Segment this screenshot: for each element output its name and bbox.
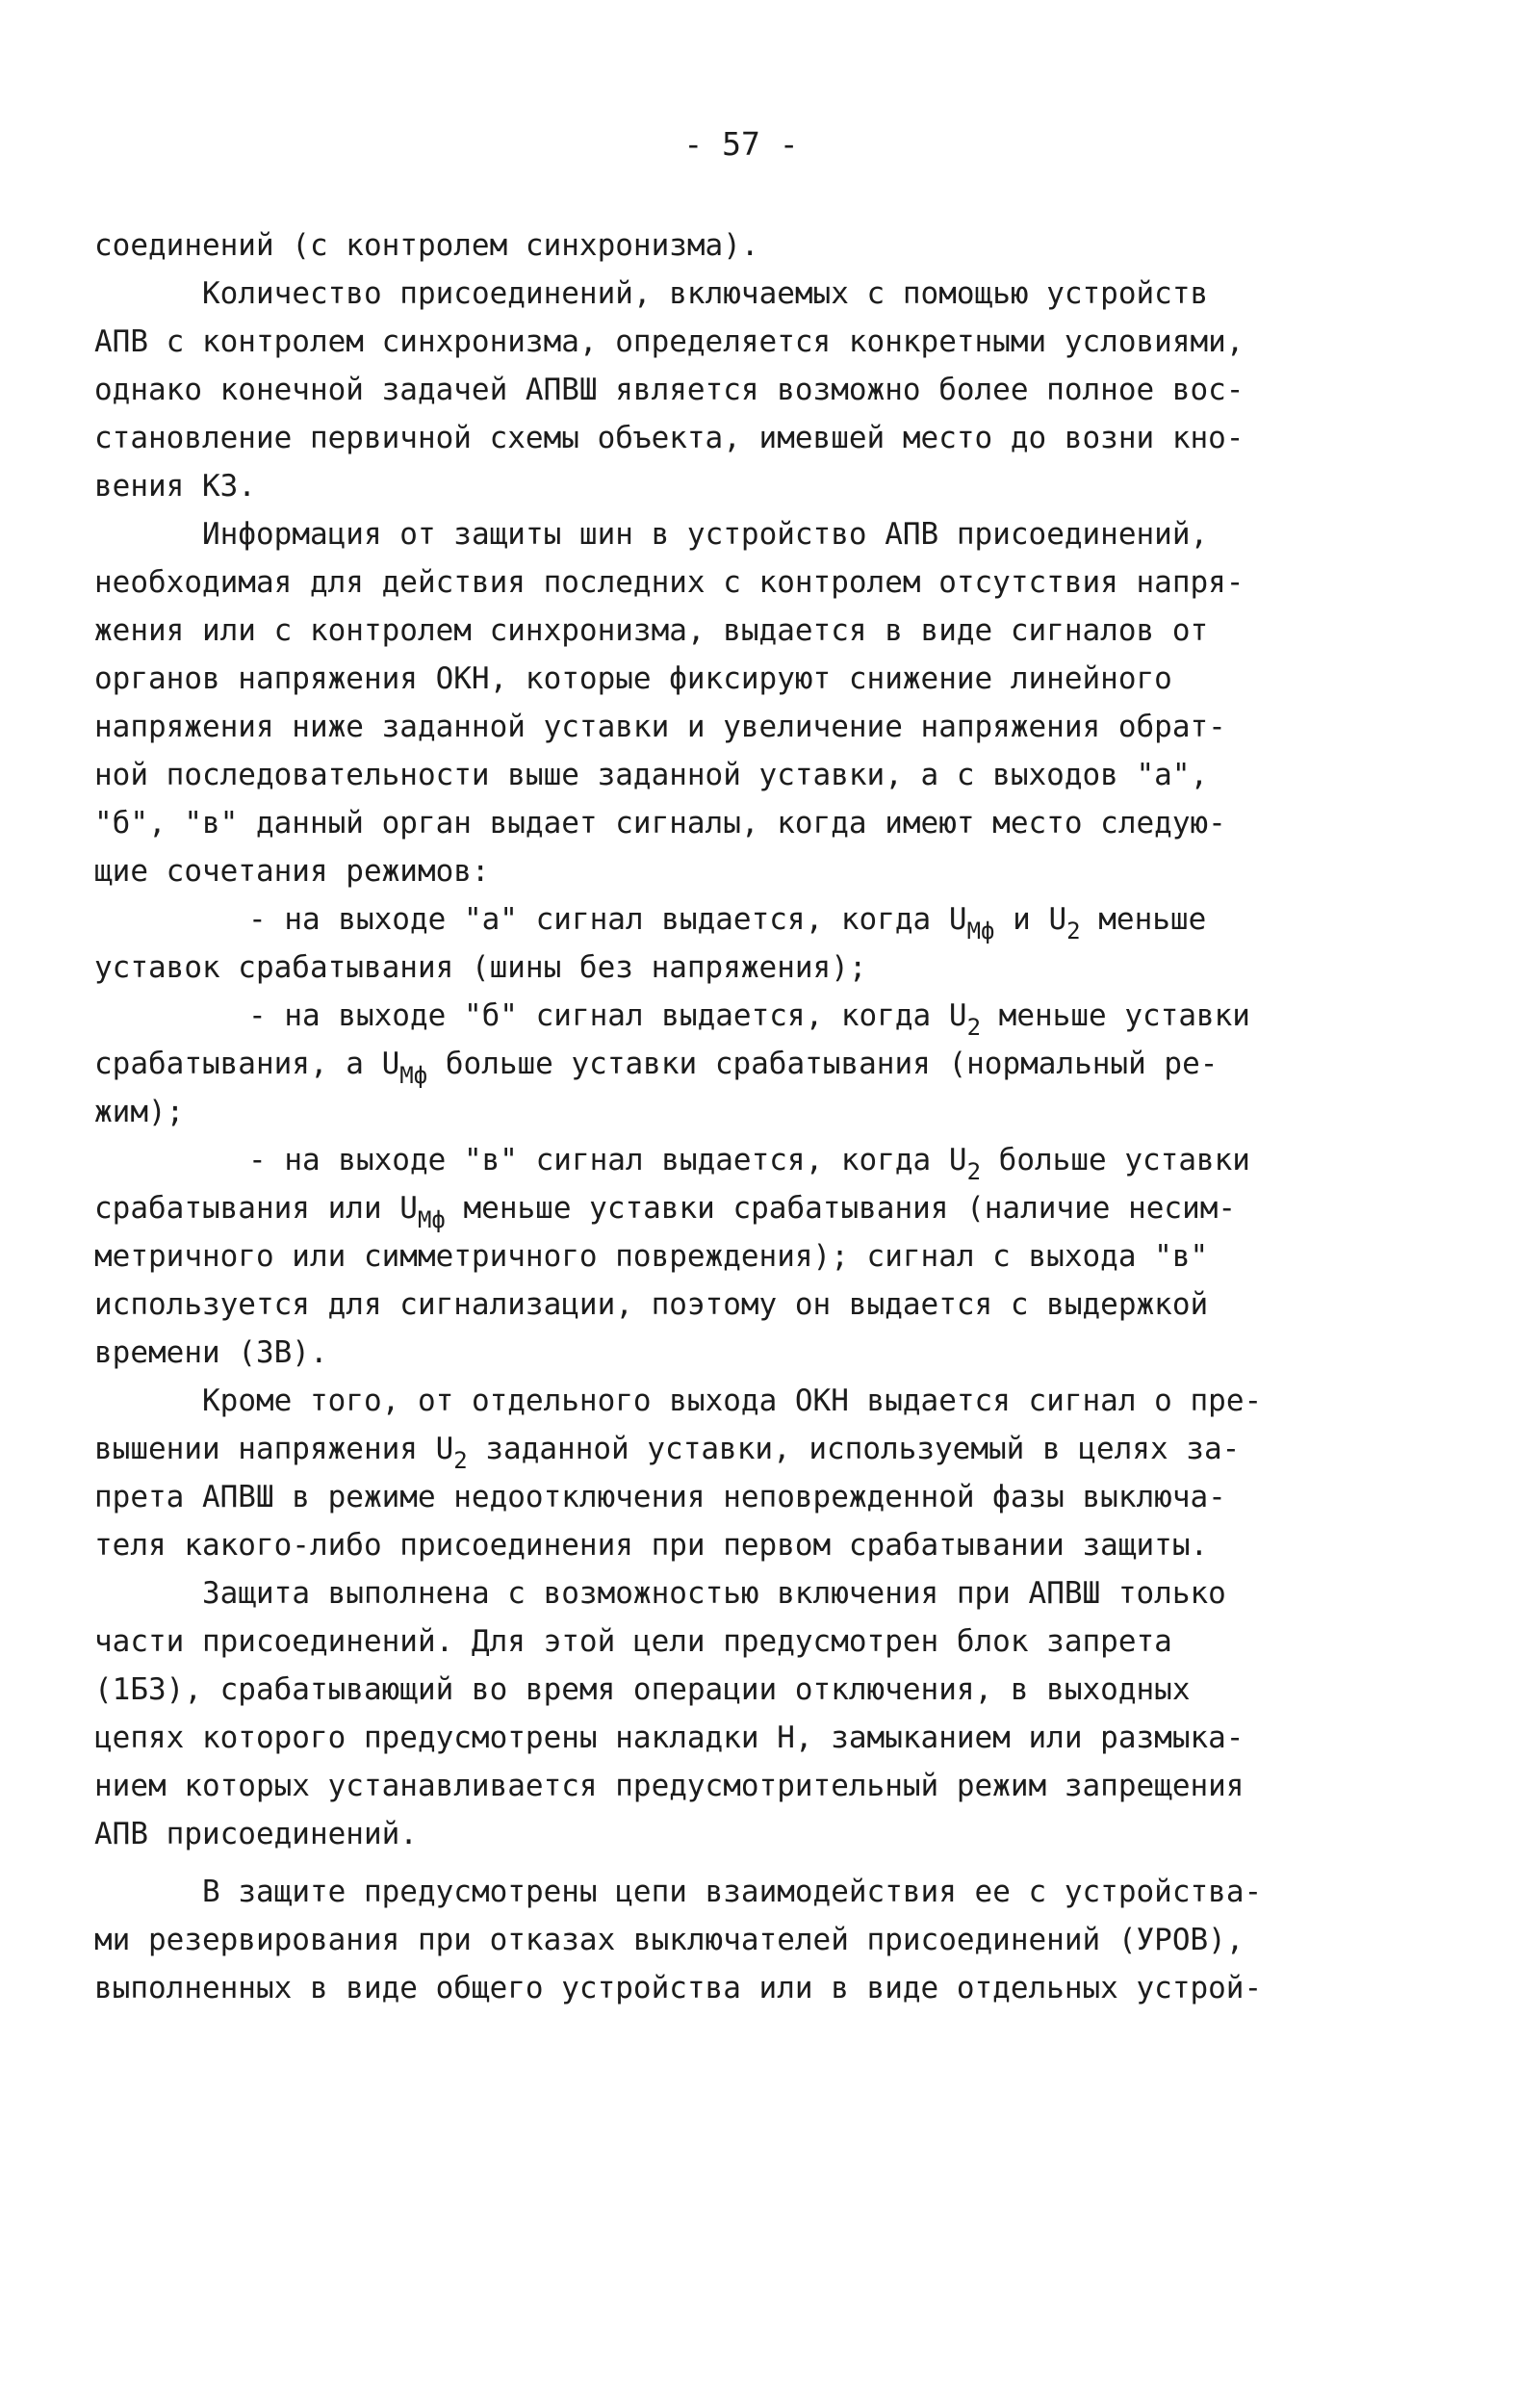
text-line: "б", "в" данный орган выдает сигналы, когда имеют место следую- bbox=[94, 806, 1226, 841]
subscript: 2 bbox=[966, 1158, 982, 1185]
text-line: цепях которого предусмотрены накладки Н, замыканием или размыка- bbox=[94, 1720, 1245, 1755]
text-run: срабатывания, а bbox=[94, 1047, 382, 1081]
text-line: ми резервирования при отказах выключателей присоединений (УРОВ), bbox=[94, 1923, 1245, 1957]
voltage-symbol: U bbox=[399, 1191, 418, 1226]
text-line: становление первичной схемы объекта, имевшей место до возни кно- bbox=[94, 421, 1245, 455]
text-run: вышении напряжения bbox=[94, 1432, 436, 1466]
subscript: 2 bbox=[966, 1014, 982, 1041]
text-line bbox=[94, 895, 1500, 944]
text-run: - на выходе "в" сигнал выдается, когда bbox=[248, 1143, 949, 1177]
page-number: - 57 - bbox=[683, 125, 799, 163]
text-run: - на выходе "б" сигнал выдается, когда bbox=[248, 998, 949, 1033]
text-line: нием которых устанавливается предусмотрительный режим запрещения bbox=[94, 1769, 1245, 1803]
text-run: срабатывания или bbox=[94, 1191, 400, 1226]
text-line: АПВ присоединений. bbox=[94, 1817, 418, 1851]
text-line bbox=[94, 1184, 1346, 1232]
text-line: АПВ с контролем синхронизма, определяется конкретными условиями, bbox=[94, 324, 1245, 359]
text-run: - на выходе "а" сигнал выдается, когда bbox=[248, 902, 949, 937]
text-line: напряжения ниже заданной уставки и увеличение напряжения обрат- bbox=[94, 710, 1226, 744]
text-line: используется для сигнализации, поэтому он выдается с выдержкой bbox=[94, 1287, 1209, 1322]
text-run: больше уставки срабатывания (нормальный ре- bbox=[427, 1047, 1219, 1081]
voltage-symbol: U bbox=[1048, 902, 1067, 937]
text-line bbox=[94, 1136, 1500, 1184]
text-line: Кроме того, от отдельного выхода ОКН выдается сигнал о пре- bbox=[202, 1384, 1263, 1418]
subscript: Мф bbox=[966, 918, 995, 944]
text-line: уставок срабатывания (шины без напряжения); bbox=[94, 950, 867, 985]
voltage-symbol: U bbox=[948, 902, 967, 937]
text-line: выполненных в виде общего устройства или в виде отдельных устрой- bbox=[94, 1971, 1263, 2005]
text-line: соединений (с контролем синхронизма). bbox=[94, 228, 759, 263]
subscript: 2 bbox=[453, 1447, 468, 1474]
text-line: времени (3В). bbox=[94, 1335, 328, 1370]
text-line: жим); bbox=[94, 1095, 185, 1129]
text-line: Защита выполнена с возможностью включения при АПВШ только bbox=[202, 1576, 1226, 1611]
text-line bbox=[94, 1425, 1346, 1473]
text-line: теля какого-либо присоединения при первом срабатывании защиты. bbox=[94, 1528, 1209, 1563]
text-run: больше уставки bbox=[981, 1143, 1250, 1177]
text-line: необходимая для действия последних с контролем отсутствия напря- bbox=[94, 565, 1245, 600]
text-run: заданной уставки, используемый в целях за- bbox=[467, 1432, 1241, 1466]
text-line: части присоединений. Для этой цели предусмотрен блок запрета bbox=[94, 1624, 1172, 1659]
text-run: меньше уставки срабатывания (наличие несим- bbox=[445, 1191, 1237, 1226]
text-line: ной последовательности выше заданной уставки, а с выходов "а", bbox=[94, 758, 1209, 792]
text-line: органов напряжения ОКН, которые фиксируют снижение линейного bbox=[94, 661, 1172, 696]
text-line: жения или с контролем синхронизма, выдается в виде сигналов от bbox=[94, 613, 1209, 648]
subscript: Мф bbox=[417, 1206, 446, 1233]
text-line: метричного или симметричного повреждения); сигнал с выхода "в" bbox=[94, 1239, 1209, 1274]
text-line bbox=[94, 1040, 1346, 1088]
text-run: меньше bbox=[1080, 902, 1207, 937]
voltage-symbol: U bbox=[435, 1432, 454, 1466]
voltage-symbol: U bbox=[948, 998, 967, 1033]
text-line: щие сочетания режимов: bbox=[94, 854, 490, 889]
text-line: Информация от защиты шин в устройство АПВ присоединений, bbox=[202, 517, 1209, 552]
subscript: Мф bbox=[399, 1062, 428, 1089]
text-line: прета АПВШ в режиме недоотключения неповрежденной фазы выключа- bbox=[94, 1480, 1226, 1514]
text-line bbox=[94, 992, 1500, 1040]
text-run: меньше уставки bbox=[981, 998, 1250, 1033]
voltage-symbol: U bbox=[381, 1047, 400, 1081]
text-run: и bbox=[994, 902, 1049, 937]
text-line: (1БЗ), срабатывающий во время операции отключения, в выходных bbox=[94, 1672, 1191, 1707]
voltage-symbol: U bbox=[948, 1143, 967, 1177]
subscript: 2 bbox=[1066, 918, 1081, 944]
text-line: однако конечной задачей АПВШ является возможно более полное вос- bbox=[94, 373, 1245, 407]
text-line: В защите предусмотрены цепи взаимодействия ее с устройства- bbox=[202, 1875, 1263, 1909]
text-line: Количество присоединений, включаемых с помощью устройств bbox=[202, 276, 1209, 311]
text-line: вения КЗ. bbox=[94, 469, 256, 504]
